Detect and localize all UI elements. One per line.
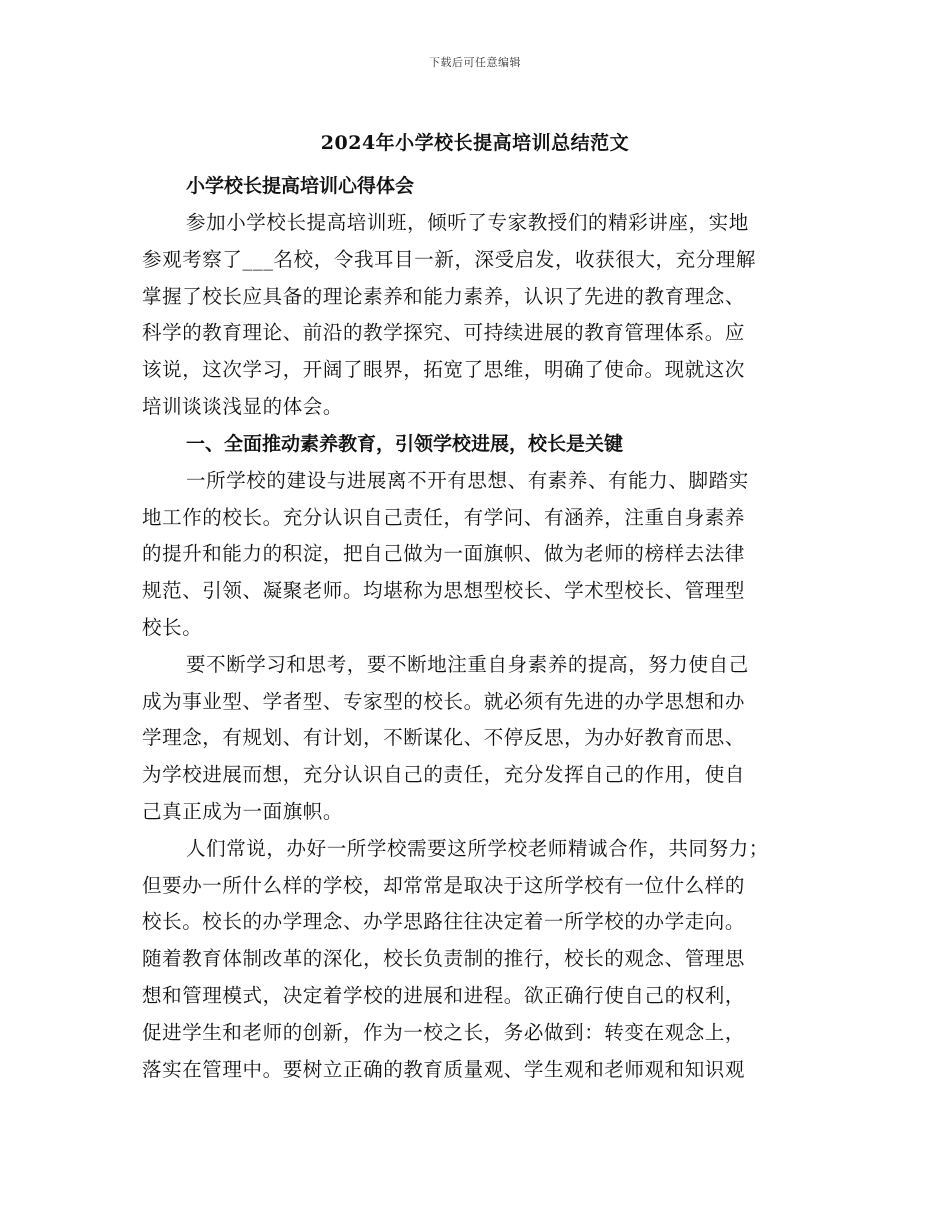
- text-line: 参观考察了___名校，令我耳目一新，深受启发，收获很大，充分理解: [142, 247, 756, 271]
- text-line: 想和管理模式，决定着学校的进展和进程。欲正确行使自己的权利，: [142, 983, 746, 1007]
- text-line: 校长。校长的办学理念、办学思路往往决定着一所学校的办学走向。: [142, 910, 746, 934]
- text-line: 但要办一所什么样的学校，却常常是取决于这所学校有一位什么样的: [142, 873, 746, 897]
- text-line: 该说，这次学习，开阔了眼界，拓宽了思维，明确了使命。现就这次: [142, 358, 746, 382]
- text-line: 掌握了校长应具备的理论素养和能力素养，认识了先进的教育理念、: [142, 284, 746, 308]
- page-header-note: 下载后可任意编辑: [429, 56, 521, 69]
- document-body: [142, 168, 814, 1088]
- text-line: 校长。: [142, 615, 203, 639]
- intro-paragraph: [142, 205, 814, 426]
- paragraph-2: [142, 647, 814, 831]
- text-line: 落实在管理中。要树立正确的教育质量观、学生观和老师观和知识观: [142, 1057, 746, 1081]
- text-line: 科学的教育理论、前沿的教学探究、可持续进展的教育管理体系。应: [142, 321, 746, 345]
- text-line: 促进学生和老师的创新，作为一校之长，务必做到：转变在观念上，: [142, 1020, 746, 1044]
- text-line: 培训谈谈浅显的体会。: [142, 394, 344, 418]
- document-title: 2024年小学校长提高培训总结范文: [320, 132, 630, 154]
- text-line: 成为事业型、学者型、专家型的校长。就必须有先进的办学思想和办: [142, 689, 746, 713]
- text-line: 随着教育体制改革的深化，校长负责制的推行，校长的观念、管理思: [142, 947, 746, 971]
- text-line: 学理念，有规划、有计划，不断谋化、不停反思，为办好教育而思、: [142, 726, 746, 750]
- text-line: 地工作的校长。充分认识自己责任，有学问、有涵养，注重自身素养: [142, 505, 746, 529]
- subtitle: 小学校长提高培训心得体会: [186, 175, 415, 197]
- text-line: 人们常说，办好一所学校需要这所学校老师精诚合作，共同努力；: [186, 836, 769, 860]
- paragraph-3: [142, 831, 814, 1089]
- text-line: 己真正成为一面旗帜。: [142, 799, 344, 823]
- text-line: 参加小学校长提高培训班，倾听了专家教授们的精彩讲座，实地: [186, 211, 749, 234]
- text-line: 要不断学习和思考，要不断地注重自身素养的提高，努力使自己: [186, 652, 749, 676]
- text-line: 的提升和能力的积淀，把自己做为一面旗帜、做为老师的榜样去法律: [142, 542, 746, 566]
- text-line: 一所学校的建设与进展离不开有思想、有素养、有能力、脚踏实: [186, 468, 749, 492]
- paragraph-1: [142, 463, 814, 647]
- text-line: 规范、引领、凝聚老师。均堪称为思想型校长、学术型校长、管理型: [142, 579, 746, 603]
- text-line: 为学校进展而想，充分认识自己的责任，充分发挥自己的作用，使自: [142, 763, 746, 787]
- section-heading-1: 一、全面推动素养教育，引领学校进展，校长是关键: [186, 432, 624, 455]
